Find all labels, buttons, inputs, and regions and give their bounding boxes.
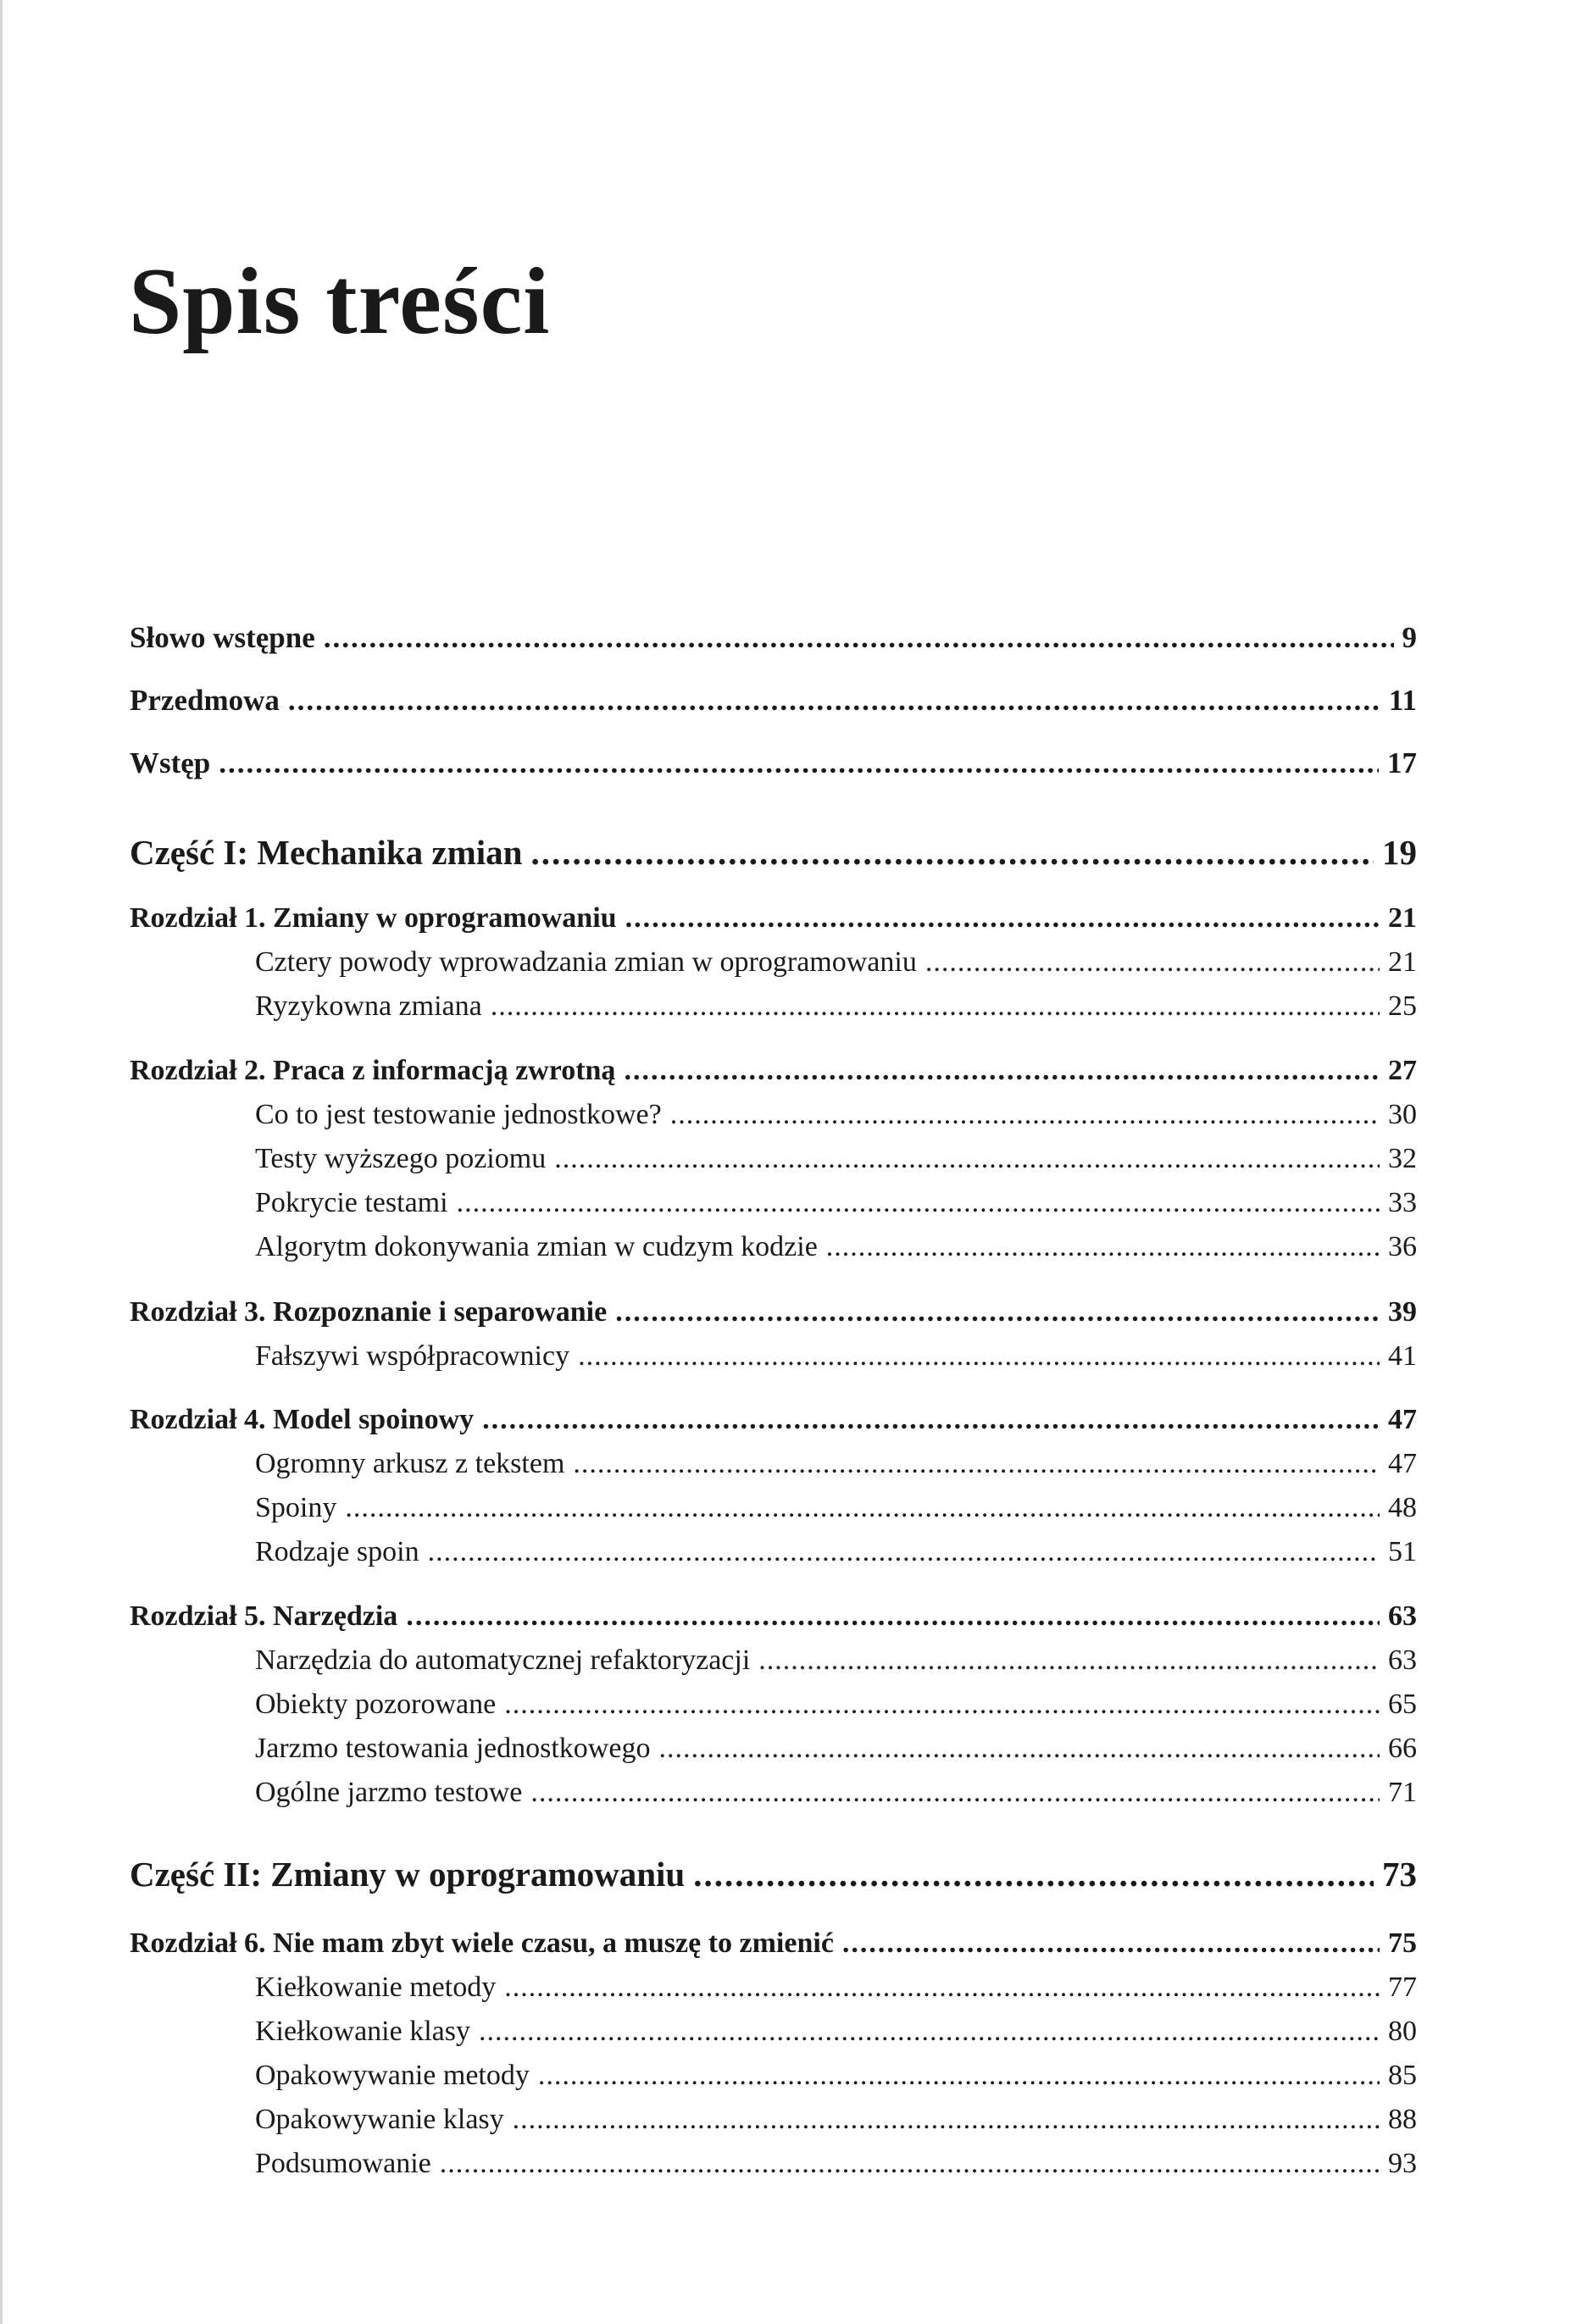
toc-section-label: Ogólne jarzmo testowe xyxy=(255,1777,523,1808)
toc-entry-wstep[interactable] xyxy=(130,746,1417,780)
toc-part-page: 19 xyxy=(1382,833,1417,872)
toc-section-label: Ogromny arkusz z tekstem xyxy=(255,1448,565,1479)
dot-leader xyxy=(288,684,1380,718)
toc-part-page: 73 xyxy=(1382,1855,1417,1894)
toc-chapter-label: Rozdział 2. Praca z informacją zwrotną xyxy=(130,1055,616,1086)
toc-chapter-5[interactable] xyxy=(130,1600,1417,1633)
toc-section-page: 63 xyxy=(1388,1645,1417,1676)
toc-section-page: 48 xyxy=(1388,1492,1417,1523)
toc-section-label: Podsumowanie xyxy=(255,2148,431,2179)
toc-chapter-4[interactable] xyxy=(130,1404,1417,1436)
toc-section-page: 65 xyxy=(1388,1689,1417,1720)
toc-section-page: 36 xyxy=(1388,1231,1417,1262)
toc-section-label: Kiełkowanie metody xyxy=(255,1972,497,2003)
dot-leader xyxy=(428,1536,1380,1568)
dot-leader xyxy=(406,1600,1380,1633)
dot-leader xyxy=(615,1296,1380,1328)
toc-entry-slowo-wstepne[interactable] xyxy=(130,621,1417,655)
dot-leader xyxy=(625,902,1380,935)
toc-section-label: Opakowywanie metody xyxy=(255,2060,530,2091)
toc-section-page: 32 xyxy=(1388,1143,1417,1174)
dot-leader xyxy=(530,832,1374,873)
toc-section-label: Ryzykowna zmiana xyxy=(255,990,482,1022)
dot-leader xyxy=(457,1187,1380,1219)
toc-section[interactable] xyxy=(255,1340,1417,1373)
toc-section[interactable] xyxy=(255,946,1417,979)
toc-entry-label: Wstęp xyxy=(130,746,211,779)
toc-section[interactable] xyxy=(255,1777,1417,1809)
dot-leader xyxy=(826,1231,1380,1263)
toc-entry-przedmowa[interactable] xyxy=(130,684,1417,718)
toc-section-label: Opakowywanie klasy xyxy=(255,2104,504,2135)
toc-part-1[interactable] xyxy=(130,832,1417,873)
dot-leader xyxy=(624,1055,1380,1087)
dot-leader xyxy=(693,1854,1374,1894)
toc-part-label: Część II: Zmiany w oprogramowaniu xyxy=(130,1855,686,1894)
toc-section[interactable] xyxy=(255,1645,1417,1677)
toc-section-page: 80 xyxy=(1388,2016,1417,2047)
toc-chapter-6[interactable] xyxy=(130,1927,1417,1960)
toc-section[interactable] xyxy=(255,990,1417,1023)
toc-section[interactable] xyxy=(255,1689,1417,1721)
dot-leader xyxy=(925,946,1380,979)
toc-section-label: Jarzmo testowania jednostkowego xyxy=(255,1733,651,1764)
toc-section[interactable] xyxy=(255,1099,1417,1131)
dot-leader xyxy=(219,746,1379,780)
dot-leader xyxy=(538,2060,1380,2092)
toc-section-page: 47 xyxy=(1388,1448,1417,1479)
dot-leader xyxy=(482,1404,1380,1436)
toc-section[interactable] xyxy=(255,1143,1417,1175)
toc-chapter-label: Rozdział 3. Rozpoznanie i separowanie xyxy=(130,1296,608,1328)
dot-leader xyxy=(504,1689,1380,1721)
dot-leader xyxy=(504,1972,1380,2004)
toc-section-page: 30 xyxy=(1388,1099,1417,1130)
toc-section-page: 41 xyxy=(1388,1340,1417,1372)
toc-section-label: Obiekty pozorowane xyxy=(255,1689,497,1720)
dot-leader xyxy=(324,621,1394,655)
toc-section-label: Co to jest testowanie jednostkowe? xyxy=(255,1099,662,1130)
toc-chapter-page: 75 xyxy=(1388,1927,1417,1959)
toc-section-label: Cztery powody wprowadzania zmian w oprogramowaniu xyxy=(255,946,917,978)
toc-section-page: 66 xyxy=(1388,1733,1417,1764)
dot-leader xyxy=(530,1777,1380,1809)
toc-section-page: 71 xyxy=(1388,1777,1417,1808)
dot-leader xyxy=(491,990,1380,1023)
toc-section[interactable] xyxy=(255,2148,1417,2180)
dot-leader xyxy=(758,1645,1380,1677)
toc-section[interactable] xyxy=(255,1492,1417,1524)
toc-section[interactable] xyxy=(255,1231,1417,1263)
toc-chapter-label: Rozdział 4. Model spoinowy xyxy=(130,1404,475,1435)
toc-section-page: 51 xyxy=(1388,1536,1417,1567)
toc-chapter-page: 21 xyxy=(1388,902,1417,934)
toc-chapter-label: Rozdział 5. Narzędzia xyxy=(130,1600,398,1632)
toc-entry-page: 11 xyxy=(1388,684,1417,717)
toc-section-label: Spoiny xyxy=(255,1492,337,1523)
page-edge-shadow xyxy=(0,0,3,2324)
toc-section-page: 33 xyxy=(1388,1187,1417,1218)
toc-entry-label: Przedmowa xyxy=(130,684,280,717)
toc-section[interactable] xyxy=(255,2104,1417,2136)
toc-section[interactable] xyxy=(255,2016,1417,2048)
toc-chapter-page: 27 xyxy=(1388,1055,1417,1086)
toc-part-2[interactable] xyxy=(130,1854,1417,1894)
dot-leader xyxy=(670,1099,1380,1131)
dot-leader xyxy=(440,2148,1380,2180)
toc-section-page: 88 xyxy=(1388,2104,1417,2135)
toc-section[interactable] xyxy=(255,2060,1417,2092)
toc-chapter-page: 47 xyxy=(1388,1404,1417,1435)
toc-section[interactable] xyxy=(255,1733,1417,1765)
toc-section-page: 25 xyxy=(1388,990,1417,1022)
toc-section-label: Fałszywi współpracownicy xyxy=(255,1340,570,1372)
dot-leader xyxy=(479,2016,1380,2048)
dot-leader xyxy=(573,1448,1380,1480)
dot-leader xyxy=(658,1733,1380,1765)
toc-entry-page: 9 xyxy=(1402,621,1417,654)
toc-section-page: 85 xyxy=(1388,2060,1417,2091)
toc-section-label: Testy wyższego poziomu xyxy=(255,1143,547,1174)
toc-section-label: Pokrycie testami xyxy=(255,1187,448,1218)
toc-section-label: Algorytm dokonywania zmian w cudzym kodzie xyxy=(255,1231,818,1262)
toc-chapter-1[interactable] xyxy=(130,902,1417,935)
toc-section-label: Kiełkowanie klasy xyxy=(255,2016,470,2047)
dot-leader xyxy=(345,1492,1380,1524)
toc-entry-label: Słowo wstępne xyxy=(130,621,315,654)
toc-section[interactable] xyxy=(255,1972,1417,2004)
toc-chapter-3[interactable] xyxy=(130,1296,1417,1328)
toc-chapter-page: 39 xyxy=(1388,1296,1417,1328)
toc-chapter-2[interactable] xyxy=(130,1055,1417,1087)
toc-section-label: Rodzaje spoin xyxy=(255,1536,419,1567)
dot-leader xyxy=(842,1927,1380,1960)
toc-section-page: 77 xyxy=(1388,1972,1417,2003)
dot-leader xyxy=(513,2104,1380,2136)
toc-section[interactable] xyxy=(255,1536,1417,1568)
toc-section-page: 93 xyxy=(1388,2148,1417,2179)
toc-chapter-label: Rozdział 1. Zmiany w oprogramowaniu xyxy=(130,902,617,934)
page-title: Spis treści xyxy=(129,249,551,354)
toc-entry-page: 17 xyxy=(1387,746,1417,779)
toc-section-page: 21 xyxy=(1388,946,1417,978)
toc-section-label: Narzędzia do automatycznej refaktoryzacji xyxy=(255,1645,751,1676)
toc-section[interactable] xyxy=(255,1187,1417,1219)
toc-chapter-label: Rozdział 6. Nie mam zbyt wiele czasu, a muszę to zmienić xyxy=(130,1927,834,1959)
toc-part-label: Część I: Mechanika zmian xyxy=(130,833,523,872)
dot-leader xyxy=(554,1143,1380,1175)
toc-chapter-page: 63 xyxy=(1388,1600,1417,1632)
toc-section[interactable] xyxy=(255,1448,1417,1480)
dot-leader xyxy=(578,1340,1380,1373)
